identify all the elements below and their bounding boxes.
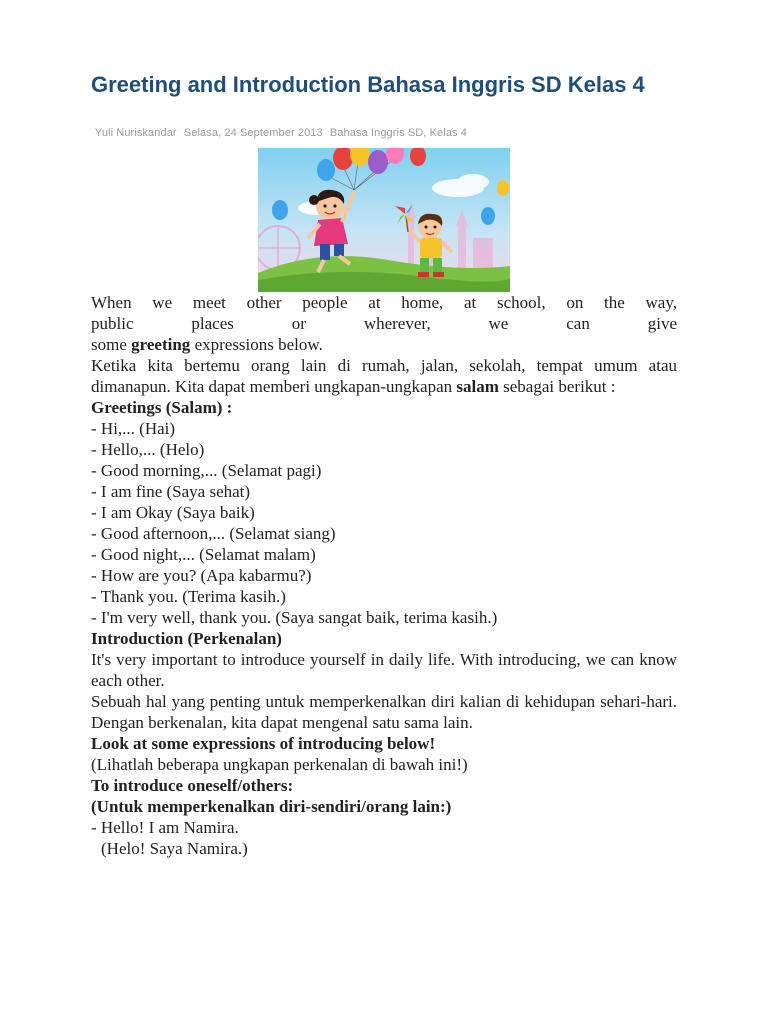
introduction-english-paragraph: It's very important to introduce yourself in daily life. With introducing, we can know each other. [91,650,677,690]
example-translation: (Helo! Saya Namira.) [101,839,248,858]
intro-indonesian-text: Ketika kita bertemu orang lain di rumah, jalan, sekolah, tempat umum atau dimanapun. Kita dapat memberi ungkapan-ungkapan [91,356,677,396]
intro-english-pre: some [91,335,132,354]
article-body [91,292,677,859]
introduction-indonesian-paragraph: Sebuah hal yang penting untuk memperkenalkan diri kalian di kehidupan sehari-hari. Dengan berkenalan, kita dapat mengenal satu sama lain. [91,692,677,732]
to-introduce-translation: (Untuk memperkenalkan diri-sendiri/orang lain:) [91,797,452,816]
greeting-item: - Good morning,... (Selamat pagi) [91,461,322,480]
greeting-item: - Hi,... (Hai) [91,419,176,438]
intro-english-line-1: When we meet other people at home, at school, on the way, [91,293,677,312]
greetings-heading: Greetings (Salam) : [91,398,233,417]
greeting-item: - Thank you. (Terima kasih.) [91,587,286,606]
greeting-item: - I am Okay (Saya baik) [91,503,255,522]
post-labels[interactable]: Bahasa Inggris SD, Kelas 4 [329,127,468,139]
greeting-item: - Good night,... (Selamat malam) [91,545,316,564]
look-heading: Look at some expressions of introducing below! [91,734,436,753]
salam-keyword: salam [456,377,499,396]
intro-english-post: expressions below. [190,335,323,354]
greeting-item: - I am fine (Saya sehat) [91,482,251,501]
intro-english-line-2: public places or wherever, we can give [91,314,677,333]
intro-indonesian-post: sebagai berikut : [498,377,616,396]
post-meta [95,127,471,139]
intro-english-line-3 [91,334,677,355]
to-introduce-heading: To introduce oneself/others: [91,776,294,795]
look-translation: (Lihatlah beberapa ungkapan perkenalan di bawah ini!) [91,755,468,774]
example-line: - Hello! I am Namira. [91,818,239,837]
greeting-item: - Good afternoon,... (Selamat siang) [91,524,336,543]
children-with-balloons-illustration [258,148,510,292]
greeting-item: - I'm very well, thank you. (Saya sangat baik, terima kasih.) [91,608,498,627]
greeting-item: - Hello,... (Helo) [91,440,205,459]
post-title[interactable]: Greeting and Introduction Bahasa Inggris SD Kelas 4 [91,72,645,97]
introduction-heading: Introduction (Perkenalan) [91,629,282,648]
post-date: Selasa, 24 September 2013 [183,127,323,139]
greeting-keyword: greeting [131,335,191,354]
greeting-item: - How are you? (Apa kabarmu?) [91,566,312,585]
intro-indonesian-paragraph [91,355,677,397]
author-name[interactable]: Yuli Nuriskandar [95,127,177,139]
